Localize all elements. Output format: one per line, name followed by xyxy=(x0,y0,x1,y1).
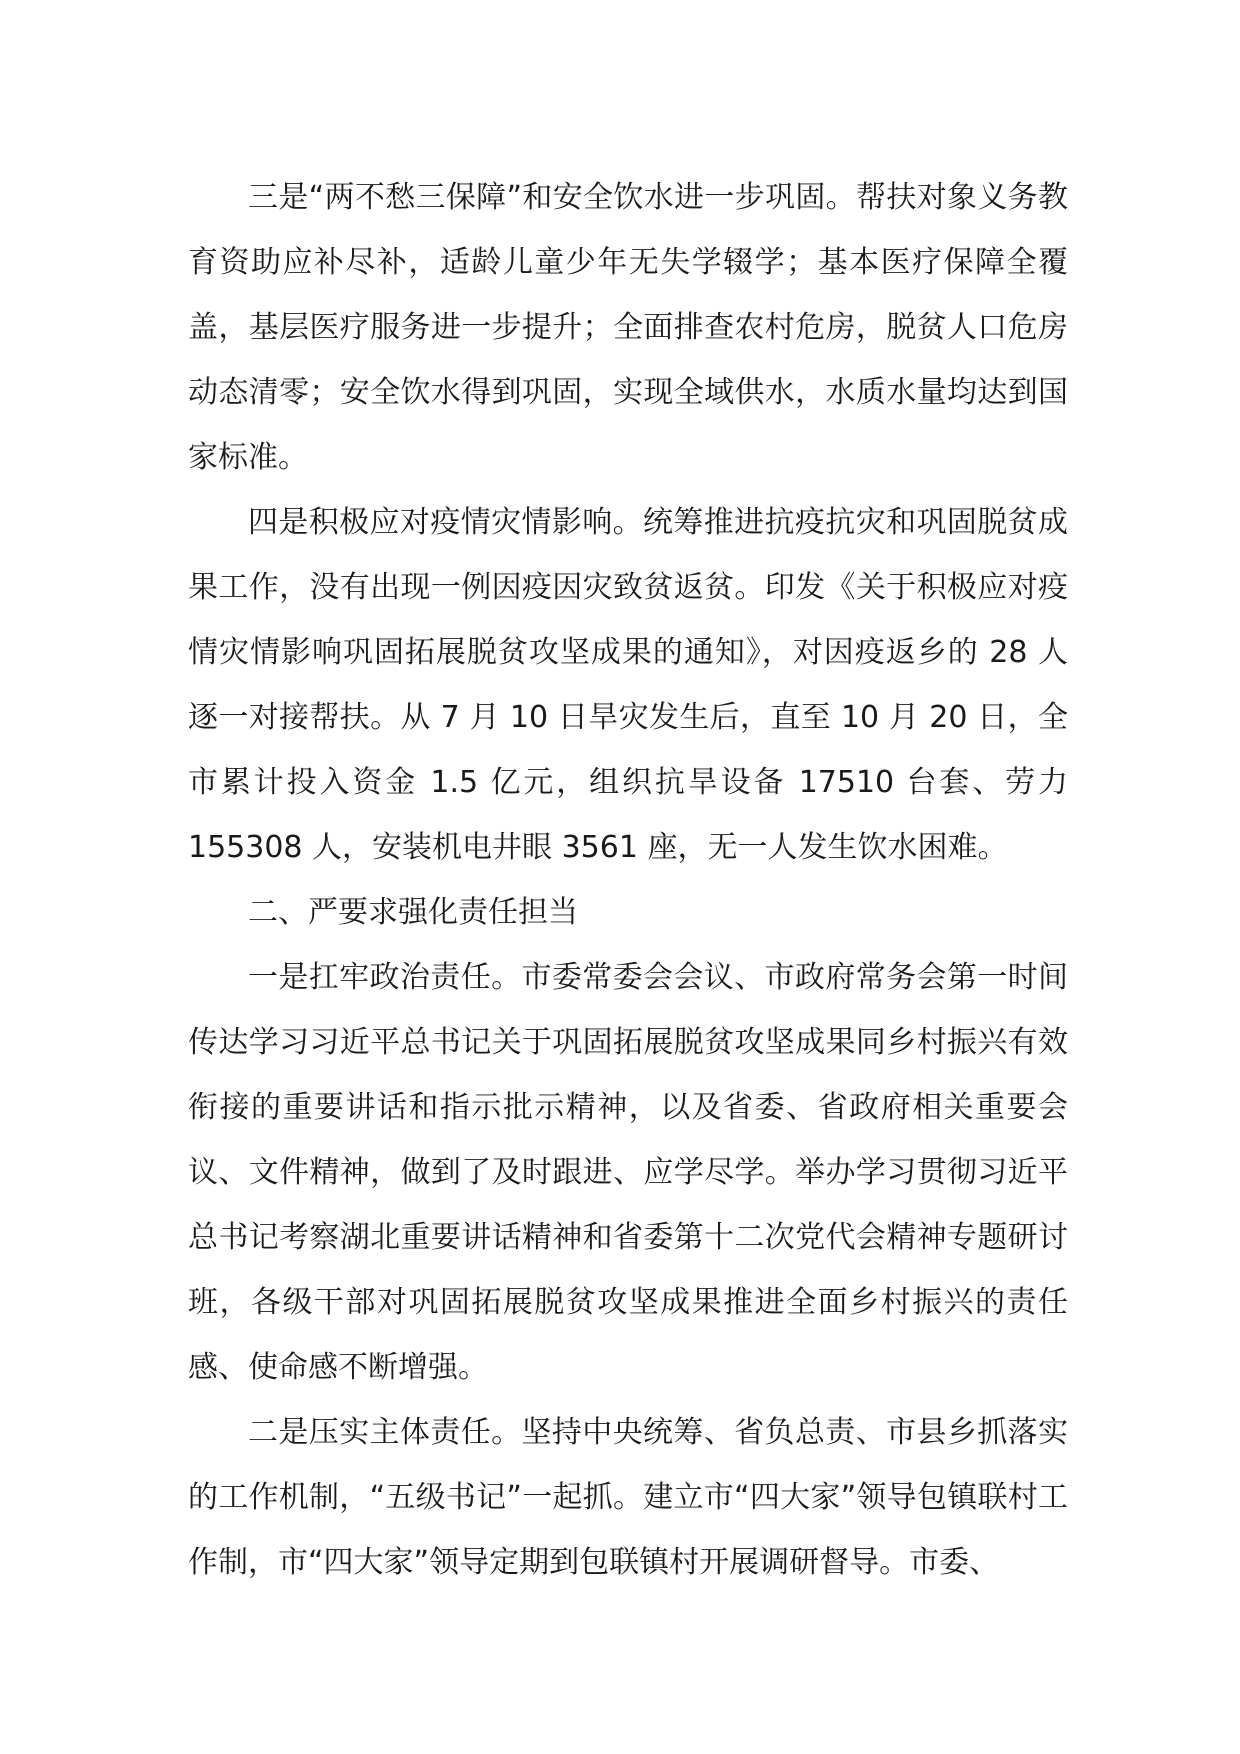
paragraph-main-responsibility: 二是压实主体责任。坚持中央统筹、省负总责、市县乡抓落实的工作机制，“五级书记”一起抓。建立市“四大家”领导包镇联村工作制，市“四大家”领导定期到包联镇村开展调研督导。市委、 xyxy=(188,1415,1068,1580)
paragraph-guarantees: 三是“两不愁三保障”和安全饮水进一步巩固。帮扶对象义务教育资助应补尽补，适龄儿童少年无失学辍学；基本医疗保障全覆盖，基层医疗服务进一步提升；全面排查农村危房，脱贫人口危房动态清零；安全饮水得到巩固，实现全域供水，水质水量均达到国家标准。 xyxy=(188,180,1068,475)
paragraph-epidemic-disaster: 四是积极应对疫情灾情影响。统筹推进抗疫抗灾和巩固脱贫成果工作，没有出现一例因疫因灾致贫返贫。印发《关于积极应对疫情灾情影响巩固拓展脱贫攻坚成果的通知》，对因疫返乡的 28 人逐一对接帮扶。从 7 月 10 日旱灾发生后，直至 10 月 20 日，全市累计投入资金 1.5 亿元，组织抗旱设备 17510 台套、劳力 155308 人，安装机电井眼 3561 座，无一人发生饮水困难。 xyxy=(188,505,1068,865)
section-heading-responsibility: 二、严要求强化责任担当 xyxy=(248,895,578,930)
document-body xyxy=(188,165,1068,1595)
paragraph-political-responsibility: 一是扛牢政治责任。市委常委会会议、市政府常务会第一时间传达学习习近平总书记关于巩固拓展脱贫攻坚成果同乡村振兴有效衔接的重要讲话和指示批示精神，以及省委、省政府相关重要会议、文件精神，做到了及时跟进、应学尽学。举办学习贯彻习近平总书记考察湖北重要讲话精神和省委第十二次党代会精神专题研讨班，各级干部对巩固拓展脱贫攻坚成果推进全面乡村振兴的责任感、使命感不断增强。 xyxy=(188,960,1068,1385)
